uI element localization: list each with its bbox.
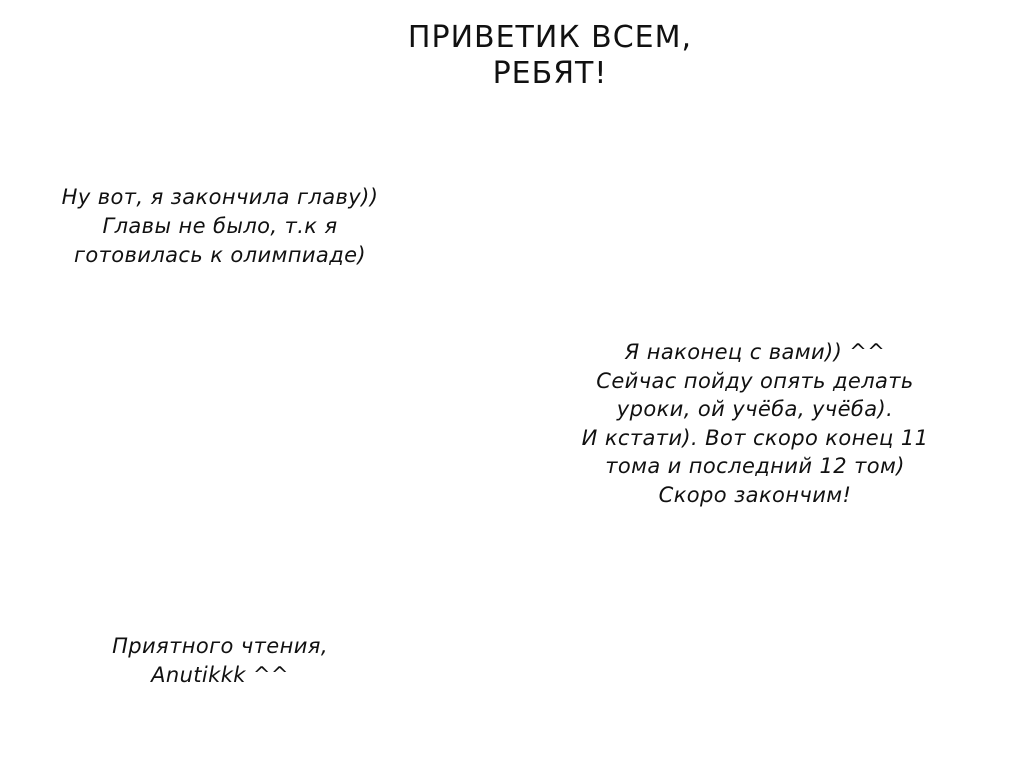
signoff: [70, 632, 370, 690]
note-right-line-4: И кстати). Вот скоро конец 11: [581, 425, 929, 450]
note-right-line-2: Сейчас пойду опять делать: [596, 368, 914, 393]
greeting-line-2: РЕБЯТ!: [492, 56, 608, 91]
greeting-title: [300, 20, 800, 92]
note-right-line-3: уроки, ой учёба, учёба).: [616, 397, 894, 421]
note-right-line-5: тома и последний 12 том): [605, 454, 905, 478]
note-right-line-1: Я наконец с вами)) ^^: [624, 340, 886, 364]
note-right-line-6: Скоро закончим!: [658, 482, 852, 507]
greeting-line-1: ПРИВЕТИК ВСЕМ,: [407, 20, 693, 55]
signoff-line-1: Приятного чтения,: [112, 634, 328, 658]
note-left-line-3: готовилась к олимпиаде): [73, 243, 367, 267]
signoff-line-2: Anutikkk ^^: [151, 663, 289, 687]
note-right: [510, 338, 1000, 509]
note-left-line-1: Ну вот, я закончила главу)): [61, 185, 379, 209]
note-left: [20, 183, 420, 270]
note-left-line-2: Главы не было, т.к я: [102, 214, 338, 238]
